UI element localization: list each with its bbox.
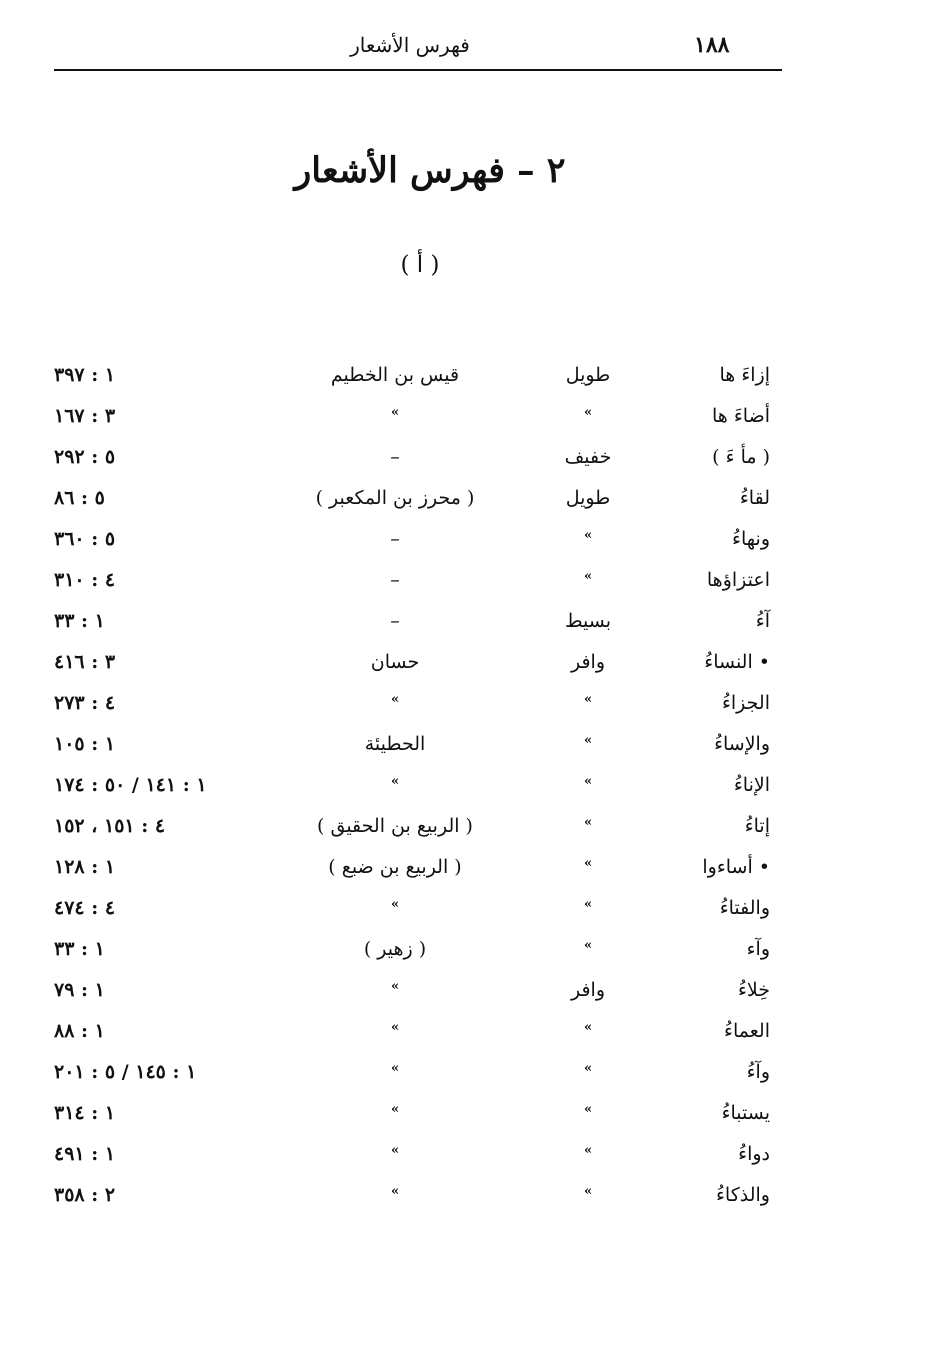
- meter-name: »: [583, 774, 593, 789]
- page-reference: ٤ : ١٥١ ، ١٥٢: [54, 815, 166, 837]
- meter-name: »: [583, 938, 593, 953]
- poet-name: »: [390, 1020, 400, 1035]
- index-row: [40, 399, 800, 440]
- rhyme-word: إتاءُ: [744, 815, 770, 837]
- rhyme-word: ( مأ ءَ ): [712, 446, 770, 468]
- rhyme-word: لقاءُ: [739, 487, 770, 509]
- page-reference: ١ : ٤٩١: [54, 1143, 116, 1165]
- index-row: [40, 809, 800, 850]
- page-number: ١٨٨: [694, 32, 730, 58]
- index-row: [40, 1014, 800, 1055]
- index-row: [40, 522, 800, 563]
- page-reference: ٤ : ٤٧٤: [54, 897, 116, 919]
- index-row: [40, 850, 800, 891]
- meter-name: »: [583, 528, 593, 543]
- rhyme-word: ونهاءُ: [732, 528, 770, 550]
- meter-name: وافر: [570, 651, 606, 673]
- section-title: ٢ – فهرس الأشعار: [294, 150, 566, 191]
- index-row: [40, 440, 800, 481]
- poet-name: »: [390, 1102, 400, 1117]
- meter-name: طويل: [565, 364, 611, 386]
- page-reference: ١ : ٣٣: [54, 938, 105, 960]
- meter-name: »: [583, 856, 593, 871]
- running-title: فهرس الأشعار: [350, 33, 470, 57]
- page-reference: ٣ : ١٦٧: [54, 405, 116, 427]
- rhyme-word: آءُ: [755, 610, 770, 632]
- rhyme-word: إزاءَ ها: [719, 364, 770, 386]
- poet-name: ( الربيع بن الحقيق ): [317, 815, 473, 837]
- page-reference: ١ : ٣١٤: [54, 1102, 116, 1124]
- poet-name: قيس بن الخطيم: [330, 364, 460, 386]
- page-reference: ١ : ١٢٨: [54, 856, 116, 878]
- running-header: [0, 0, 928, 90]
- page-reference: ٤ : ٢٧٣: [54, 692, 116, 714]
- poet-name: »: [390, 1184, 400, 1199]
- meter-name: »: [583, 1143, 593, 1158]
- poet-name: ( الربيع بن ضبع ): [328, 856, 462, 878]
- rhyme-word: وآءُ: [746, 1061, 770, 1083]
- poet-name: –: [390, 610, 400, 632]
- rhyme-word: اعتزاؤها: [706, 569, 770, 591]
- meter-name: »: [583, 1061, 593, 1076]
- meter-name: »: [583, 1020, 593, 1035]
- poet-name: »: [390, 774, 400, 789]
- rhyme-word: دواءُ: [738, 1143, 770, 1165]
- meter-name: »: [583, 1184, 593, 1199]
- rhyme-word: • أساءوا: [702, 856, 770, 878]
- index-row: [40, 686, 800, 727]
- index-row: [40, 891, 800, 932]
- meter-name: »: [583, 733, 593, 748]
- page-reference: ٥ : ٨٦: [54, 487, 105, 509]
- poet-name: »: [390, 897, 400, 912]
- index-row: [40, 1055, 800, 1096]
- poet-name: الحطيئة: [364, 733, 426, 755]
- poet-name: »: [390, 1143, 400, 1158]
- rhyme-word: أضاءَ ها: [712, 405, 770, 427]
- index-row: [40, 481, 800, 522]
- index-row: [40, 1096, 800, 1137]
- letter-heading: ( أ ): [400, 252, 440, 278]
- page-reference: ١ : ١٠٥: [54, 733, 116, 755]
- page-reference: ١ : ١٤١ / ٥٠ : ١٧٤: [54, 774, 207, 796]
- page-reference: ١ : ٣٩٧: [54, 364, 116, 386]
- rhyme-word: الجزاءُ: [721, 692, 770, 714]
- poet-name: –: [390, 569, 400, 591]
- header-rule: [54, 69, 782, 71]
- rhyme-word: العماءُ: [724, 1020, 770, 1042]
- poet-name: ( محرز بن المكعبر ): [315, 487, 475, 509]
- rhyme-word: الإناءُ: [733, 774, 770, 796]
- index-row: [40, 563, 800, 604]
- meter-name: »: [583, 897, 593, 912]
- index-row: [40, 932, 800, 973]
- index-row: [40, 727, 800, 768]
- meter-name: »: [583, 405, 593, 420]
- poet-name: »: [390, 692, 400, 707]
- meter-name: »: [583, 1102, 593, 1117]
- page-reference: ٢ : ٣٥٨: [54, 1184, 116, 1206]
- page-reference: ٣ : ٤١٦: [54, 651, 116, 673]
- poet-name: –: [390, 528, 400, 550]
- page-reference: ١ : ٧٩: [54, 979, 105, 1001]
- poet-name: »: [390, 405, 400, 420]
- rhyme-word: خِلاءُ: [737, 979, 770, 1001]
- rhyme-word: يستباءُ: [721, 1102, 770, 1124]
- index-row: [40, 604, 800, 645]
- page-reference: ١ : ٨٨: [54, 1020, 105, 1042]
- page-reference: ١ : ١٤٥ / ٥ : ٢٠١: [54, 1061, 197, 1083]
- page-reference: ٥ : ٢٩٢: [54, 446, 116, 468]
- poet-name: حسان: [370, 651, 420, 673]
- poetry-index-table: [40, 358, 800, 1219]
- meter-name: »: [583, 569, 593, 584]
- page-reference: ٤ : ٣١٠: [54, 569, 116, 591]
- index-row: [40, 645, 800, 686]
- index-row: [40, 973, 800, 1014]
- rhyme-word: والذكاءُ: [716, 1184, 770, 1206]
- rhyme-word: والفتاءُ: [719, 897, 770, 919]
- rhyme-word: • النساءُ: [704, 651, 770, 673]
- meter-name: »: [583, 692, 593, 707]
- meter-name: طويل: [565, 487, 611, 509]
- poet-name: ( زهير ): [363, 938, 427, 960]
- poet-name: »: [390, 1061, 400, 1076]
- meter-name: خفيف: [564, 446, 612, 468]
- poet-name: »: [390, 979, 400, 994]
- page-reference: ٥ : ٣٦٠: [54, 528, 116, 550]
- rhyme-word: والإساءُ: [714, 733, 770, 755]
- index-row: [40, 1178, 800, 1219]
- meter-name: بسيط: [564, 610, 611, 632]
- index-row: [40, 358, 800, 399]
- index-row: [40, 768, 800, 809]
- poet-name: –: [390, 446, 400, 468]
- rhyme-word: وآء: [746, 938, 770, 960]
- meter-name: وافر: [570, 979, 606, 1001]
- index-row: [40, 1137, 800, 1178]
- page-reference: ١ : ٣٣: [54, 610, 105, 632]
- meter-name: »: [583, 815, 593, 830]
